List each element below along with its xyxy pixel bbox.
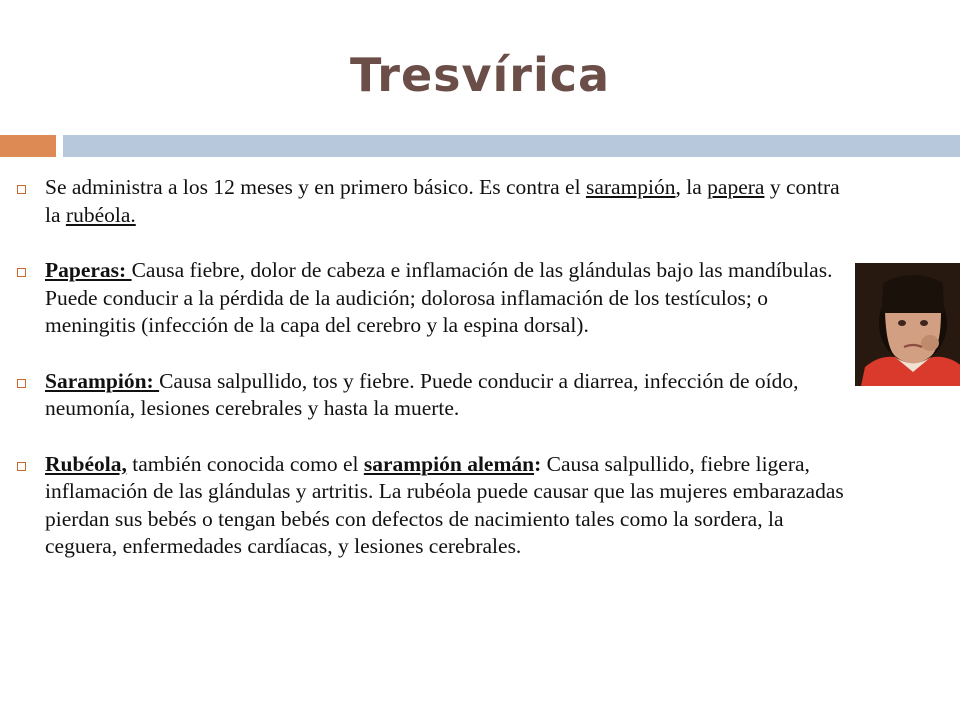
term-rubeola: Rubéola, bbox=[45, 451, 127, 476]
bullet-item-paperas: Paperas: Causa fiebre, dolor de cabeza e inflamación de las glándulas bajo las mandíbulas. Puede conducir a la pérdida de la audición; dolorosa inflamación de los testículos; o meningitis (infección de la capa del cerebro y la espina dorsal). bbox=[22, 257, 848, 340]
term-sarampion-aleman: sarampión alemán bbox=[363, 451, 535, 476]
child-mumps-photo bbox=[855, 263, 960, 386]
bullet-item-sarampion: Sarampión: Causa salpullido, tos y fiebre. Puede conducir a diarrea, infección de oído, neumonía, lesiones cerebrales y hasta la muerte. bbox=[22, 368, 848, 423]
bullet-marker-icon bbox=[17, 268, 26, 277]
link-sarampion: sarampión bbox=[585, 175, 676, 199]
bullet-item-vaccine: Se administra a los 12 meses y en primero básico. Es contra el sarampión, la papera y contra la rubéola. bbox=[22, 174, 848, 229]
link-papera: papera bbox=[707, 175, 765, 199]
bullet-marker-icon bbox=[17, 185, 26, 194]
accent-bar-orange bbox=[0, 135, 56, 157]
bullet-marker-icon bbox=[17, 379, 26, 388]
link-rubeola: rubéola. bbox=[65, 202, 136, 227]
bullet-marker-icon bbox=[17, 462, 26, 471]
term-paperas: Paperas: bbox=[45, 258, 132, 282]
child-portrait-image bbox=[855, 263, 960, 386]
slide-title: Tresvírica bbox=[349, 48, 611, 102]
accent-bar-blue bbox=[63, 135, 960, 157]
term-sarampion: Sarampión: bbox=[45, 368, 160, 393]
bullet-list bbox=[22, 174, 848, 561]
bullet-item-rubeola: Rubéola, también conocida como el sarampión alemán: Causa salpullido, fiebre ligera, inflamación de las glándulas y artritis. La rubéola puede causar que las mujeres embarazadas pierdan sus bebés o tengan bebés con defectos de nacimiento tales como la sordera, la ceguera, enfermedades cardíacas, y lesiones cerebrales. bbox=[22, 451, 848, 561]
